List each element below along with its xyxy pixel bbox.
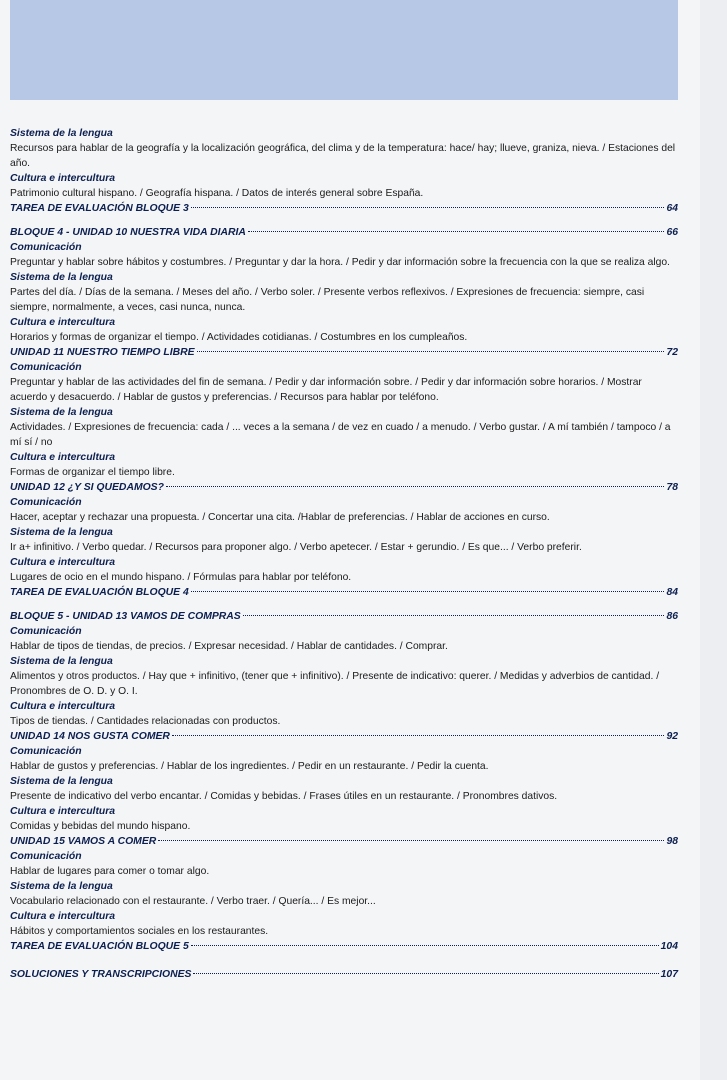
dot-leader — [197, 351, 665, 352]
toc-page-number: 107 — [660, 969, 678, 980]
section-text: Hacer, aceptar y rechazar una propuesta. / Concertar una cita. /Hablar de preferencias. / Hablar de acciones en curso. — [10, 512, 550, 523]
section-text: Presente de indicativo del verbo encantar. / Comidas y bebidas. / Frases útiles en un restaurante. / Pronombres dativos. — [10, 791, 558, 802]
section-heading: Cultura e intercultura — [10, 317, 116, 328]
section-text: Comidas y bebidas del mundo hispano. — [10, 821, 191, 832]
toc-entry-title: BLOQUE 4 - UNIDAD 10 NUESTRA VIDA DIARIA — [10, 227, 246, 238]
page-edge — [700, 0, 727, 1080]
header-banner — [10, 0, 678, 100]
dot-leader — [158, 840, 664, 841]
section-heading: Sistema de la lengua — [10, 272, 113, 283]
section-heading: Sistema de la lengua — [10, 128, 113, 139]
toc-entry[interactable] — [10, 201, 678, 216]
spacer — [10, 600, 678, 609]
toc-entry[interactable] — [10, 609, 678, 624]
toc-page-number: 66 — [666, 227, 678, 238]
toc-entry-title: SOLUCIONES Y TRANSCRIPCIONES — [10, 969, 192, 980]
toc-entry[interactable] — [10, 729, 678, 744]
section-text: Alimentos y otros productos. / Hay que + infinitivo, (tener que + infinitivo). / Presente de indicativo: querer. / Medidas y adverbios de cantidad. / Pronombres de O. D. y O. I. — [10, 671, 660, 697]
section-heading: Comunicación — [10, 362, 82, 373]
section-heading: Comunicación — [10, 746, 82, 757]
toc-entry[interactable] — [10, 345, 678, 360]
section-heading: Cultura e intercultura — [10, 911, 116, 922]
toc-page-number: 72 — [666, 347, 678, 358]
dot-leader — [191, 945, 659, 946]
section-heading: Comunicación — [10, 242, 82, 253]
toc-page-number: 104 — [660, 941, 678, 952]
section-heading: Cultura e intercultura — [10, 557, 116, 568]
toc-entry[interactable] — [10, 834, 678, 849]
toc-page-number: 78 — [666, 482, 678, 493]
section-text: Preguntar y hablar de las actividades del fin de semana. / Pedir y dar información sobre. / Pedir y dar información sobre horarios. / Mostrar acuerdo y desacuerdo. / Hablar de gustos y preferencias. / Recursos para hablar por teléfono. — [10, 377, 642, 403]
section-heading: Sistema de la lengua — [10, 881, 113, 892]
section-heading: Cultura e intercultura — [10, 806, 116, 817]
section-heading: Comunicación — [10, 851, 82, 862]
section-text: Hablar de gustos y preferencias. / Hablar de los ingredientes. / Pedir en un restaurante. / Pedir la cuenta. — [10, 761, 489, 772]
section-heading: Comunicación — [10, 626, 82, 637]
toc-entry-title: TAREA DE EVALUACIÓN BLOQUE 5 — [10, 941, 189, 952]
section-text: Patrimonio cultural hispano. / Geografía hispana. / Datos de interés general sobre España. — [10, 188, 424, 199]
toc-entry[interactable] — [10, 480, 678, 495]
dot-leader — [191, 591, 665, 592]
section-heading: Cultura e intercultura — [10, 173, 116, 184]
toc-entry[interactable] — [10, 585, 678, 600]
section-heading: Sistema de la lengua — [10, 527, 113, 538]
section-text: Tipos de tiendas. / Cantidades relacionadas con productos. — [10, 716, 281, 727]
section-text: Lugares de ocio en el mundo hispano. / Fórmulas para hablar por teléfono. — [10, 572, 352, 583]
toc-page-number: 86 — [666, 611, 678, 622]
toc-entry-title: UNIDAD 14 NOS GUSTA COMER — [10, 731, 170, 742]
toc-entry-title: TAREA DE EVALUACIÓN BLOQUE 3 — [10, 203, 189, 214]
section-text: Hábitos y comportamientos sociales en los restaurantes. — [10, 926, 269, 937]
section-text: Horarios y formas de organizar el tiempo. / Actividades cotidianas. / Costumbres en los cumpleaños. — [10, 332, 468, 343]
section-text: Partes del día. / Días de la semana. / Meses del año. / Verbo soler. / Presente verbos reflexivos. / Expresiones de frecuencia: siempre, casi siempre, normalmente, a veces, casi nunca, nunca. — [10, 287, 645, 313]
toc-entry-title: BLOQUE 5 - UNIDAD 13 VAMOS DE COMPRAS — [10, 611, 241, 622]
section-heading: Comunicación — [10, 497, 82, 508]
toc-page-number: 84 — [666, 587, 678, 598]
section-heading: Sistema de la lengua — [10, 407, 113, 418]
spacer — [10, 216, 678, 225]
toc-entry[interactable] — [10, 225, 678, 240]
section-text: Preguntar y hablar sobre hábitos y costumbres. / Preguntar y dar la hora. / Pedir y dar información sobre la frecuencia con la que se realiza algo. — [10, 257, 670, 268]
section-text: Actividades. / Expresiones de frecuencia: cada / ... veces a la semana / de vez en cuado / a menudo. / Verbo gustar. / A mí también / tampoco / a mí sí / no — [10, 422, 671, 448]
toc-entry-title: UNIDAD 12 ¿Y SI QUEDAMOS? — [10, 482, 164, 493]
dot-leader — [172, 735, 665, 736]
section-heading: Cultura e intercultura — [10, 701, 116, 712]
toc-entry[interactable] — [10, 939, 678, 954]
dot-leader — [248, 231, 665, 232]
toc-entry[interactable] — [10, 967, 678, 982]
dot-leader — [191, 207, 665, 208]
section-text: Formas de organizar el tiempo libre. — [10, 467, 175, 478]
section-text: Recursos para hablar de la geografía y la localización geográfica, del clima y de la temperatura: hace/ hay; llueve, graniza, nieva. / Estaciones del año. — [10, 143, 676, 169]
section-text: Hablar de tipos de tiendas, de precios. / Expresar necesidad. / Hablar de cantidades. / Comprar. — [10, 641, 448, 652]
dot-leader — [166, 486, 664, 487]
section-text: Vocabulario relacionado con el restaurante. / Verbo traer. / Quería... / Es mejor... — [10, 896, 376, 907]
spacer — [10, 954, 678, 967]
dot-leader — [193, 973, 658, 974]
toc-page-number: 98 — [666, 836, 678, 847]
section-text: Hablar de lugares para comer o tomar algo. — [10, 866, 210, 877]
dot-leader — [243, 615, 665, 616]
section-heading: Sistema de la lengua — [10, 656, 113, 667]
section-text: Ir a+ infinitivo. / Verbo quedar. / Recursos para proponer algo. / Verbo apetecer. / Estar + gerundio. / Es que... / Verbo preferir. — [10, 542, 582, 553]
toc-page-number: 64 — [666, 203, 678, 214]
toc-entry-title: TAREA DE EVALUACIÓN BLOQUE 4 — [10, 587, 189, 598]
section-heading: Cultura e intercultura — [10, 452, 116, 463]
toc-page-number: 92 — [666, 731, 678, 742]
toc-entry-title: UNIDAD 11 NUESTRO TIEMPO LIBRE — [10, 347, 195, 358]
section-heading: Sistema de la lengua — [10, 776, 113, 787]
table-of-contents — [10, 126, 678, 982]
toc-entry-title: UNIDAD 15 VAMOS A COMER — [10, 836, 157, 847]
